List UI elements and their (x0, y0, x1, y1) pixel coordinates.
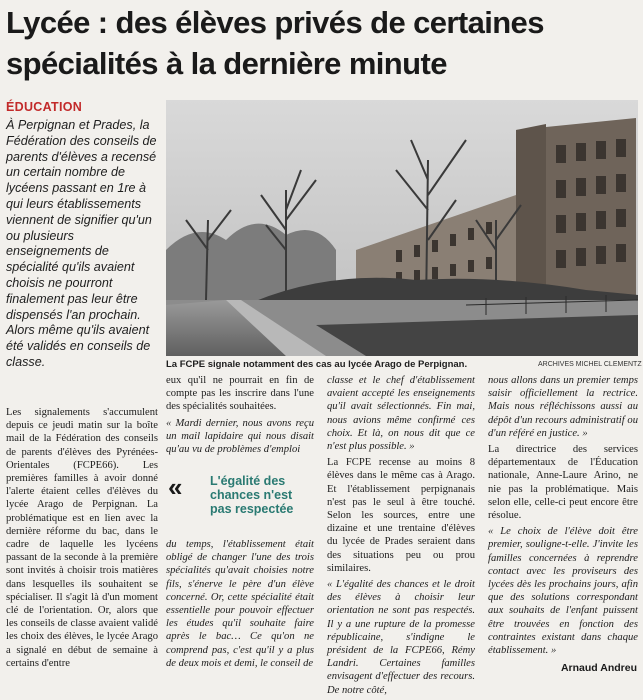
column-4-quote-2: « Le choix de l'élève doit être premier, souligne-t-elle. J'invite les familles concernées à reprendre contact avec les proviseurs des lycées dès les prochains jours, afin que des solutions correspondant aux souhaits de l'enfant puissent être trouvées en fonction des contraintes existant dans chaque établissement. » (488, 526, 638, 657)
pull-quote (166, 470, 314, 534)
column-3-quote-2: « L'égalité des chances et le droit des élèves à choisir leur orientation ne sont pas respectés. Il y a une rupture de la promesse républicaine, s'indigne le président de la FCPE66, Rémy Landri. Certaines familles envisagent d'effectuer des recours. De notre côté, (327, 579, 475, 696)
author-signature: Arnaud Andreu (560, 662, 637, 674)
pull-quote-mark: « (168, 472, 183, 502)
article-column-2-bottom (166, 538, 314, 673)
column-2-paragraph-1: eux qu'il ne pourrait en fin de compte pas les inscrire dans l'une des spécialités souhaitées. (166, 375, 314, 413)
photo-caption: La FCPE signale notamment des cas au lycée Arago de Perpignan. (166, 359, 468, 370)
article-column-1 (6, 406, 158, 673)
column-2-quote-1: « Mardi dernier, nous avons reçu un mail lapidaire qui nous disait qu'au vu de problèmes d'emploi (166, 417, 314, 456)
headline-line-1: Lycée : des élèves privés de certaines (6, 5, 544, 40)
headline-line-2: spécialités à la dernière minute (6, 46, 447, 81)
column-1-paragraph: Les signalements s'accumulent depuis ce jeudi matin sur la boîte mail de la Fédération des conseils de parents d'élèves des Pyrénées-Orientales (FCPE66). Les premières familles à avoir donné l'alerte étaient celles d'élèves du lycée Arago de Perpignan. La problématique est en lien avec la dernière réforme du bac, dans le cadre de laquelle les lycéens passant de la seconde à la première sont invités à choisir trois matières dans lesquelles ils souhaitent se spécialiser. Il s'agit là d'un moment clé de l'orientation. Or, alors que les conseils de classe avaient validé les choix des élèves, le lycée Arago a signalé en début de semaine à certains d'entre (6, 407, 158, 669)
column-4-paragraph: La directrice des services départementaux de l'Éducation nationale, Anne-Laure Arino, ne nie pas la problématique. Mais selon elle, celle-ci peut encore être résolue. (488, 444, 638, 522)
article-column-4 (488, 374, 638, 660)
section-label: ÉDUCATION (6, 100, 83, 114)
column-3-quote-1: classe et le chef d'établissement avaient accepté les enseignements qu'il avait sélectionnés. Fin mai, nous avions même confirmé ces choix. Et là, on nous dit que ce n'est plus possible. » (327, 375, 475, 453)
column-2-quote-2: du temps, l'établissement était obligé de changer l'une des trois spécialités qu'avait choisies notre fils, s'énerve le père d'un élève concerné. Or, cette spécialité était essentielle pour pouvoir effectuer les études qu'il souhaite faire après le bac… Ce qu'on ne comprend pas, c'est qu'il y a plus de deux mois et demi, le conseil de (166, 539, 314, 669)
article-column-3 (327, 374, 475, 700)
lead-paragraph: À Perpignan et Prades, la Fédération des conseils de parents d'élèves a recensé un certain nombre de lycéens passant en 1re à qui leurs établissements viennent de signifier qu'un ou plusieurs enseignements de spécialité qu'ils avaient choisis ne pourront finalement pas leur être dispensés l'an prochain. Alors même qu'ils avaient été validés en conseils de classe. (6, 118, 157, 369)
column-3-paragraph: La FCPE recense au moins 8 élèves dans le même cas à Arago. Et l'établissement perpignanais n'est pas le seul à être touché. Selon les sources, entre une dizaine et une trentaine d'élèves du lycée de Prades seraient dans des situations peu ou prou similaires. (327, 457, 475, 574)
pull-quote-text: L'égalité des chances n'est pas respectée (210, 474, 294, 516)
column-4-quote-1: nous allons dans un premier temps saisir officiellement la rectrice. Mais nous réfléchissons aussi au dépôt d'un recours administratif ou d'un référé en justice. » (488, 375, 638, 439)
headline (6, 2, 638, 84)
lycee-arago-illustration (166, 100, 638, 356)
article-column-2 (166, 374, 314, 459)
article-photo (166, 100, 638, 356)
photo-credit: ARCHIVES MICHEL CLEMENTZ (538, 361, 642, 368)
